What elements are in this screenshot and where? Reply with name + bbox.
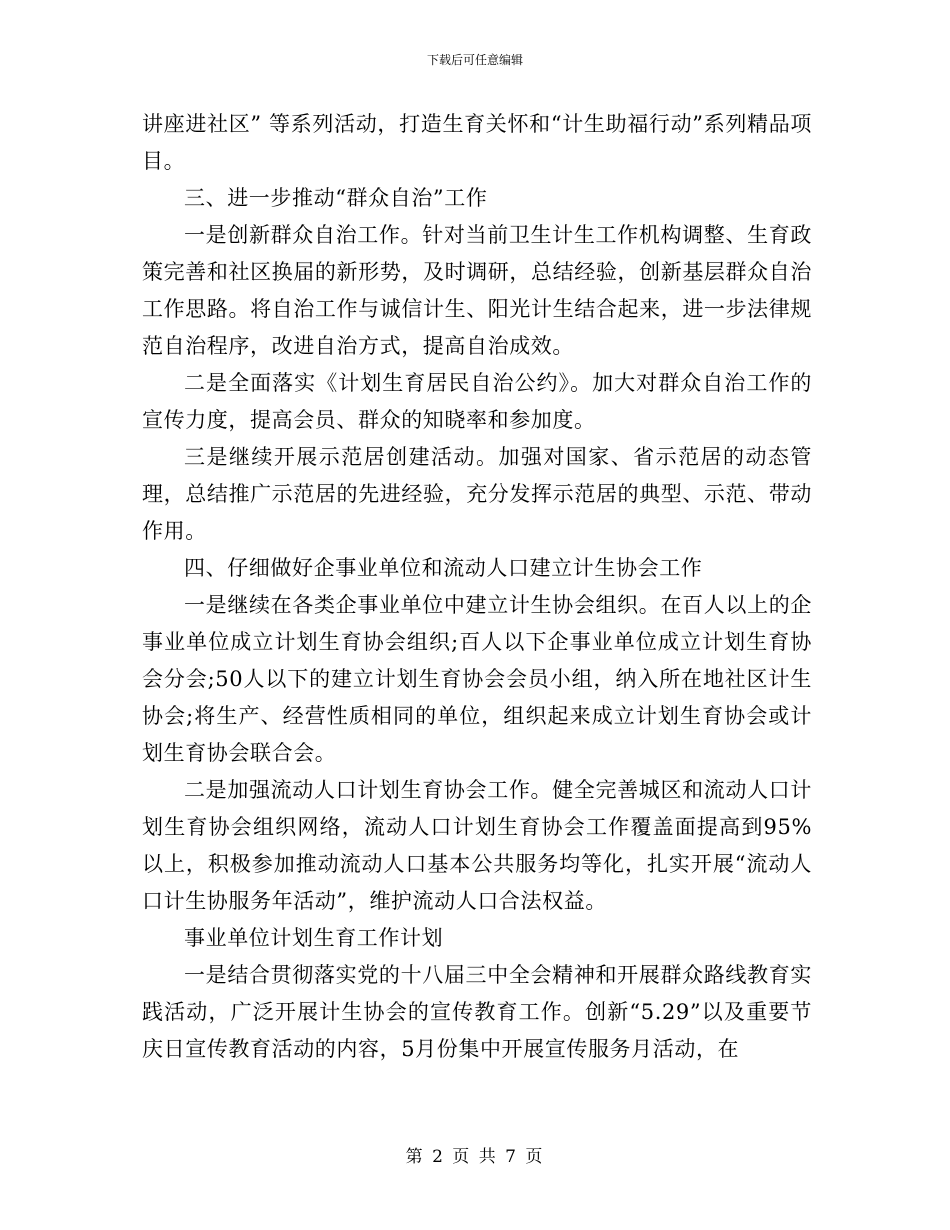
page-footer: 第 2 页 共 7 页 <box>405 1147 545 1167</box>
section-heading: 四、仔细做好企事业单位和流动人口建立计生协会工作 <box>184 556 703 580</box>
paragraph: 一是结合贯彻落实党的十八届三中全会精神和开展群众路线教育实践活动，广泛开展计生协会的宣传教育工作。创新“5.29”以及重要节庆日宣传教育活动的内容，5月份集中开展宣传服务月活动，在 <box>142 963 812 1061</box>
paragraph: 讲座进社区” 等系列活动，打造生育关怀和“计生助福行动”系列精品项目。 <box>142 112 812 173</box>
section-heading: 三、进一步推动“群众自治”工作 <box>184 186 488 210</box>
paragraph: 一是创新群众自治工作。针对当前卫生计生工作机构调整、生育政策完善和社区换届的新形势，及时调研，总结经验，创新基层群众自治工作思路。将自治工作与诚信计生、阳光计生结合起来，进一步法律规范自治程序，改进自治方式，提高自治成效。 <box>142 223 812 358</box>
paragraph: 二是加强流动人口计划生育协会工作。健全完善城区和流动人口计划生育协会组织网络，流动人口计划生育协会工作覆盖面提高到95%以上，积极参加推动流动人口基本公共服务均等化，扎实开展“流动人口计生协服务年活动”，维护流动人口合法权益。 <box>142 778 812 913</box>
document-body <box>142 106 812 1068</box>
page-header: 下载后可任意编辑 <box>426 53 523 67</box>
paragraph: 三是继续开展示范居创建活动。加强对国家、省示范居的动态管理，总结推广示范居的先进经验，充分发挥示范居的典型、示范、带动作用。 <box>142 445 812 543</box>
paragraph: 一是继续在各类企事业单位中建立计生协会组织。在百人以上的企事业单位成立计划生育协会组织;百人以下企事业单位成立计划生育协会分会;50人以下的建立计划生育协会会员小组，纳入所在地社区计生协会;将生产、经营性质相同的单位，组织起来成立计划生育协会或计划生育协会联合会。 <box>142 593 812 765</box>
section-heading: 事业单位计划生育工作计划 <box>184 926 444 950</box>
paragraph: 二是全面落实《计划生育居民自治公约》。加大对群众自治工作的宣传力度，提高会员、群众的知晓率和参加度。 <box>142 371 812 432</box>
